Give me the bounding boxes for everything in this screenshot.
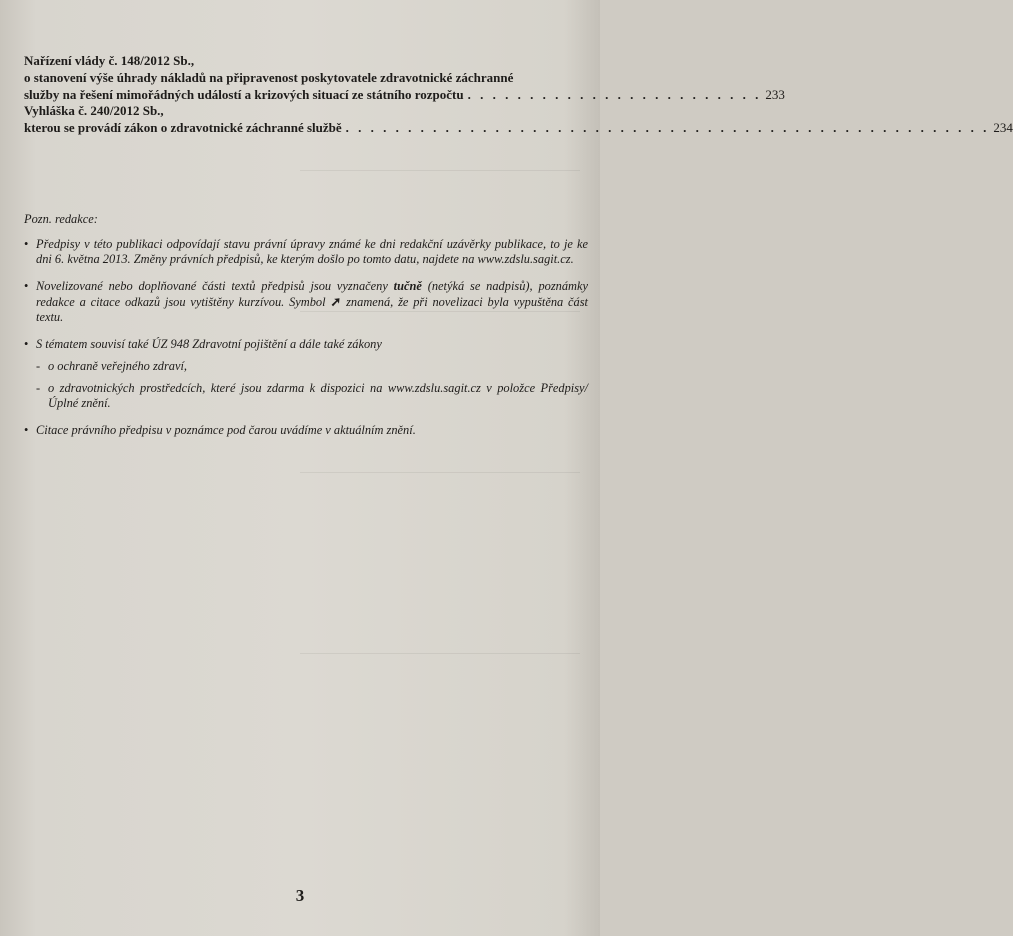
toc-entry-last-line bbox=[24, 86, 785, 103]
note-text: Citace právního předpisu v poznámce pod čarou uvádíme v aktuálním znění. bbox=[36, 423, 416, 437]
note-text: S tématem souvisí také ÚZ 948 Zdravotní pojištění a dále také zákony bbox=[36, 337, 382, 351]
toc-leader-dots: . . . . . . . . . . . . . . . . . . . . . . . . . . . . . . . . . . . . . . . . . . . . . . . . . . . . bbox=[345, 120, 990, 135]
notes-heading: Pozn. redakce: bbox=[24, 212, 98, 226]
note-item bbox=[24, 237, 588, 267]
toc-entry-last-line bbox=[24, 119, 1013, 136]
toc-page-number: 234 bbox=[993, 120, 1013, 135]
toc-entry-title-line: o stanovení výše úhrady nákladů na připravenost poskytovatele zdravotnické záchranné bbox=[24, 70, 514, 85]
toc-leader-dots: . . . . . . . . . . . . . . . . . . . . . . . . bbox=[467, 87, 762, 102]
note-sub-item bbox=[24, 381, 588, 411]
dash-icon: - bbox=[36, 381, 41, 395]
dash-icon: - bbox=[36, 359, 41, 373]
toc-page-number: 233 bbox=[765, 87, 785, 102]
toc-entry-title-line: Nařízení vlády č. 148/2012 Sb., bbox=[24, 53, 195, 68]
north-east-arrow-icon: ➚ bbox=[330, 294, 342, 309]
note-text: Předpisy v této publikaci odpovídají stavu právní úpravy známé ke dni redakční uzávěrky publikace, to je ke dni 6. května 2013. Změny právních předpisů, ke kterým došlo po tomto datu, najdete na www.zdslu.sagit.cz. bbox=[36, 237, 588, 266]
page-number: 3 bbox=[295, 886, 305, 905]
toc-entry-nv-148-2012[interactable] bbox=[24, 52, 785, 103]
toc-entry-title-line: Vyhláška č. 240/2012 Sb., bbox=[24, 103, 164, 118]
note-sub-text: o zdravotnických prostředcích, které jsou zdarma k dispozici na www.zdslu.sagit.cz v položce Předpisy/Úplné znění. bbox=[48, 381, 588, 410]
note-bold-text: tučně bbox=[393, 279, 422, 293]
note-text: znamená, že při novelizaci byla vypuštěna část textu. bbox=[36, 295, 588, 324]
note-sub-text: o ochraně veřejného zdraví, bbox=[48, 359, 188, 373]
note-sub-item bbox=[24, 359, 588, 374]
note-text: (netýká se nadpisů), poznámky redakce a citace odkazů jsou vytištěny kurzívou. Symbol bbox=[36, 279, 589, 309]
bullet-icon: • bbox=[24, 279, 29, 293]
note-item bbox=[24, 337, 588, 411]
note-text: Novelizované nebo doplňované části textů předpisů jsou vyznačeny bbox=[36, 279, 394, 293]
bullet-icon: • bbox=[24, 423, 29, 437]
bullet-icon: • bbox=[24, 237, 29, 251]
editorial-notes bbox=[24, 212, 588, 450]
bullet-icon: • bbox=[24, 337, 29, 351]
toc-entry-vyhlaska-240-2012[interactable] bbox=[24, 102, 1013, 136]
toc-entry-title-line: kterou se provádí zákon o zdravotnické záchranné službě bbox=[24, 120, 342, 135]
toc-entry-title-line: služby na řešení mimořádných událostí a krizových situací ze státního rozpočtu bbox=[24, 87, 464, 102]
note-item bbox=[24, 279, 588, 325]
note-item bbox=[24, 423, 588, 438]
